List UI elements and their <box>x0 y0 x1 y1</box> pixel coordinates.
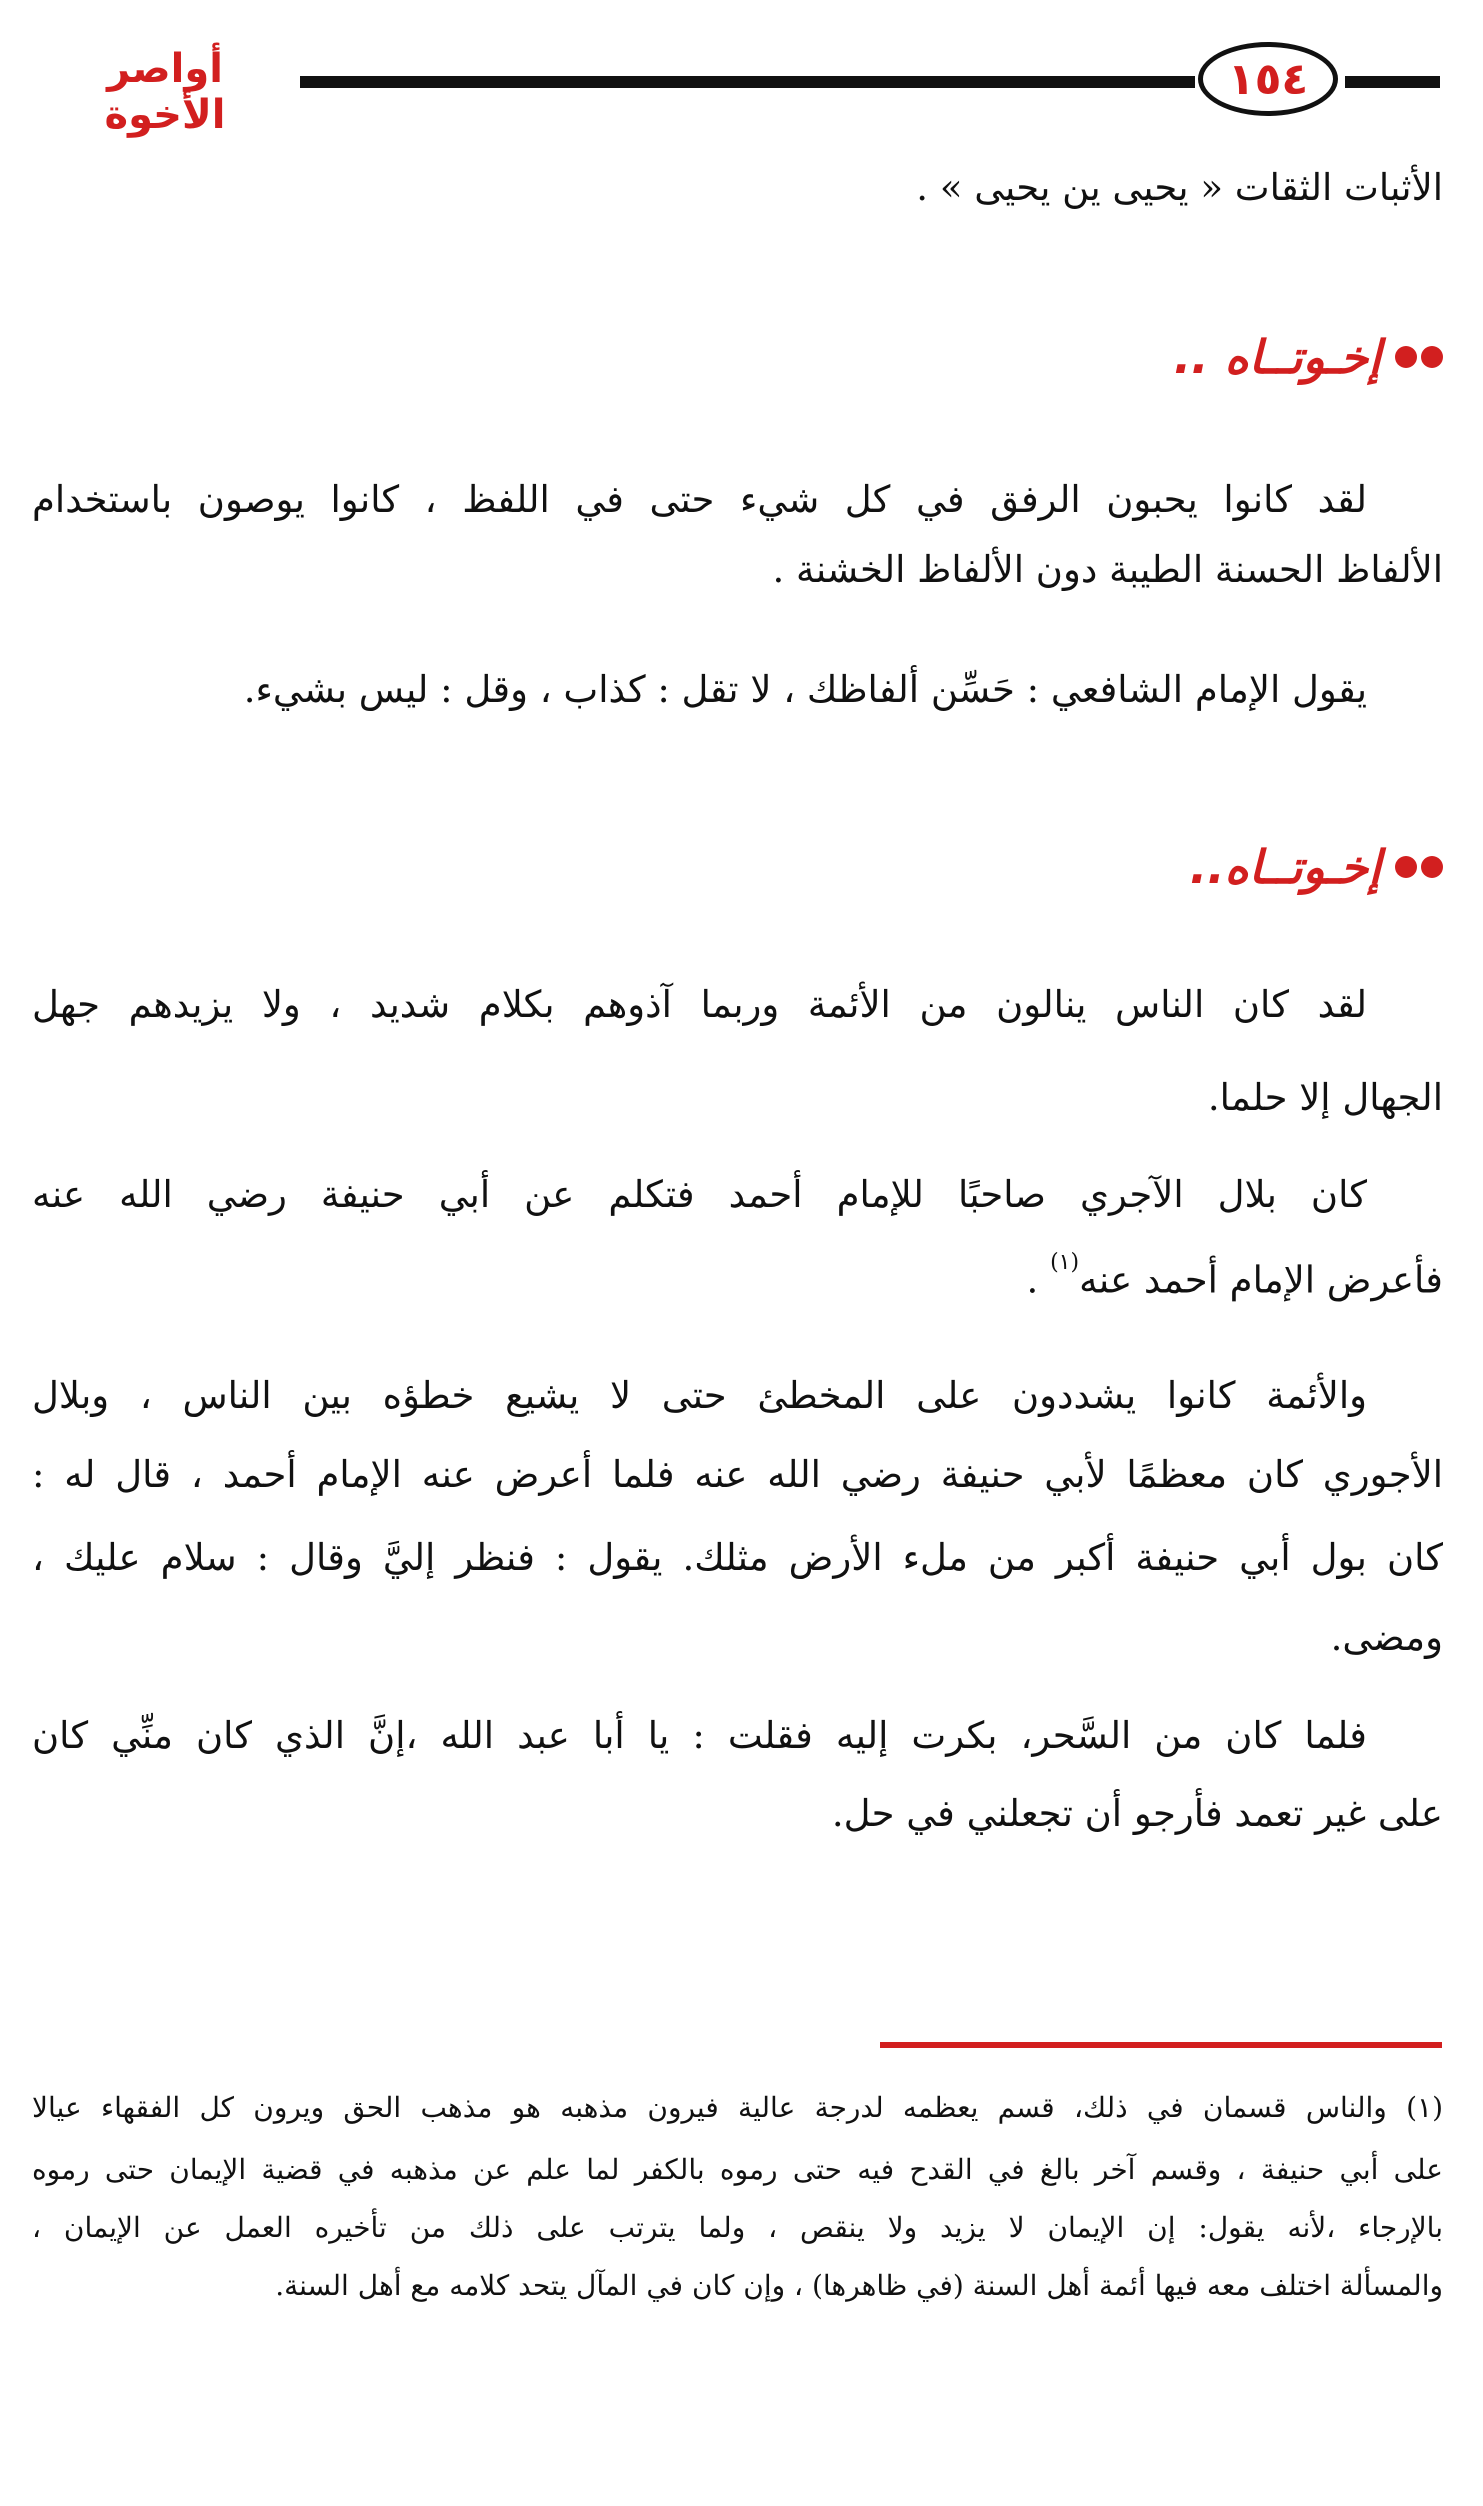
paragraph-line: الأجوري كان معظمًا لأبي حنيفة رضي الله عنه فلما أعرض عنه الإمام أحمد ، قال له : <box>32 1453 1443 1496</box>
paragraph-line: الألفاظ الحسنة الطيبة دون الألفاظ الخشنة . <box>772 548 1443 591</box>
intro-line: الأثبات الثقات « يحيى ين يحيى » . <box>916 166 1443 209</box>
paragraph-line: لقد كان الناس ينالون من الأئمة وربما آذوهم بكلام شديد ، ولا يزيدهم جهل <box>32 983 1367 1026</box>
heading-bullet-icon <box>1395 856 1443 878</box>
paragraph-line: لقد كانوا يحبون الرفق في كل شيء حتى في اللفظ ، كانوا يوصون باستخدام <box>32 478 1367 521</box>
page-number-oval <box>1198 42 1338 116</box>
paragraph-line: كان بول أبي حنيفة أكبر من ملء الأرض مثلك. يقول : فنظر إليَّ وقال : سلام عليك ، <box>32 1536 1443 1579</box>
paragraph-line: فلما كان من السَّحر، بكرت إليه فقلت : يا أبا عبد الله ،إنَّ الذي كان منِّي كان <box>32 1714 1367 1757</box>
footnote-divider <box>880 2042 1442 2048</box>
paragraph-line: يقول الإمام الشافعي : حَسِّن ألفاظك ، لا تقل : كذاب ، وقل : ليس بشيء. <box>243 668 1367 711</box>
section-heading-1 <box>1174 330 1443 384</box>
heading-text: إخـوتــاه .. <box>1173 330 1381 384</box>
section-heading-2 <box>1190 840 1443 894</box>
footnote-line: (١) والناس قسمان في ذلك، قسم يعظمه لدرجة عالية فيرون مذهبه هو مذهب الحق ويرون كل الفقهاء عيالا <box>32 2091 1443 2124</box>
heading-text: إخـوتــاه.. <box>1189 840 1381 894</box>
book-title: أواصر الأخوة <box>104 46 226 138</box>
paragraph-line: ومضى. <box>1330 1616 1443 1659</box>
heading-bullet-icon <box>1395 346 1443 368</box>
header-rule <box>300 76 1195 88</box>
footnote-line: على أبي حنيفة ، وقسم آخر بالغ في القدح فيه حتى رموه بالكفر لما علم عن مذهبه في قضية الإيمان حتى رموه <box>32 2153 1443 2186</box>
footnote-line: والمسألة اختلف معه فيها أئمة أهل السنة (في ظاهرها) ، وإن كان في المآل يتحد كلامه مع أهل السنة. <box>275 2269 1443 2302</box>
paragraph-line: كان بلال الآجري صاحبًا للإمام أحمد فتكلم عن أبي حنيفة رضي الله عنه <box>32 1173 1367 1216</box>
paragraph-line <box>32 1243 1443 1310</box>
footnote-line: بالإرجاء ،لأنه يقول: إن الإيمان لا يزيد ولا ينقص ، ولما يترتب على ذلك من تأخيره العمل عن الإيمان ، <box>32 2211 1443 2244</box>
paragraph-line: والأئمة كانوا يشددون على المخطئ حتى لا يشيع خطؤه بين الناس ، وبلال <box>32 1374 1367 1417</box>
sentence-end: . <box>1026 1258 1039 1302</box>
footnote-reference: (١) <box>1050 1250 1080 1275</box>
paragraph-line: على غير تعمد فأرجو أن تجعلني في حل. <box>831 1792 1443 1835</box>
header-rule-right <box>1345 76 1440 88</box>
paragraph-line: الجهال إلا حلما. <box>1207 1076 1443 1119</box>
paragraph-text: فأعرض الإمام أحمد عنه <box>1079 1258 1443 1302</box>
page-number: ١٥٤ <box>1227 53 1309 105</box>
